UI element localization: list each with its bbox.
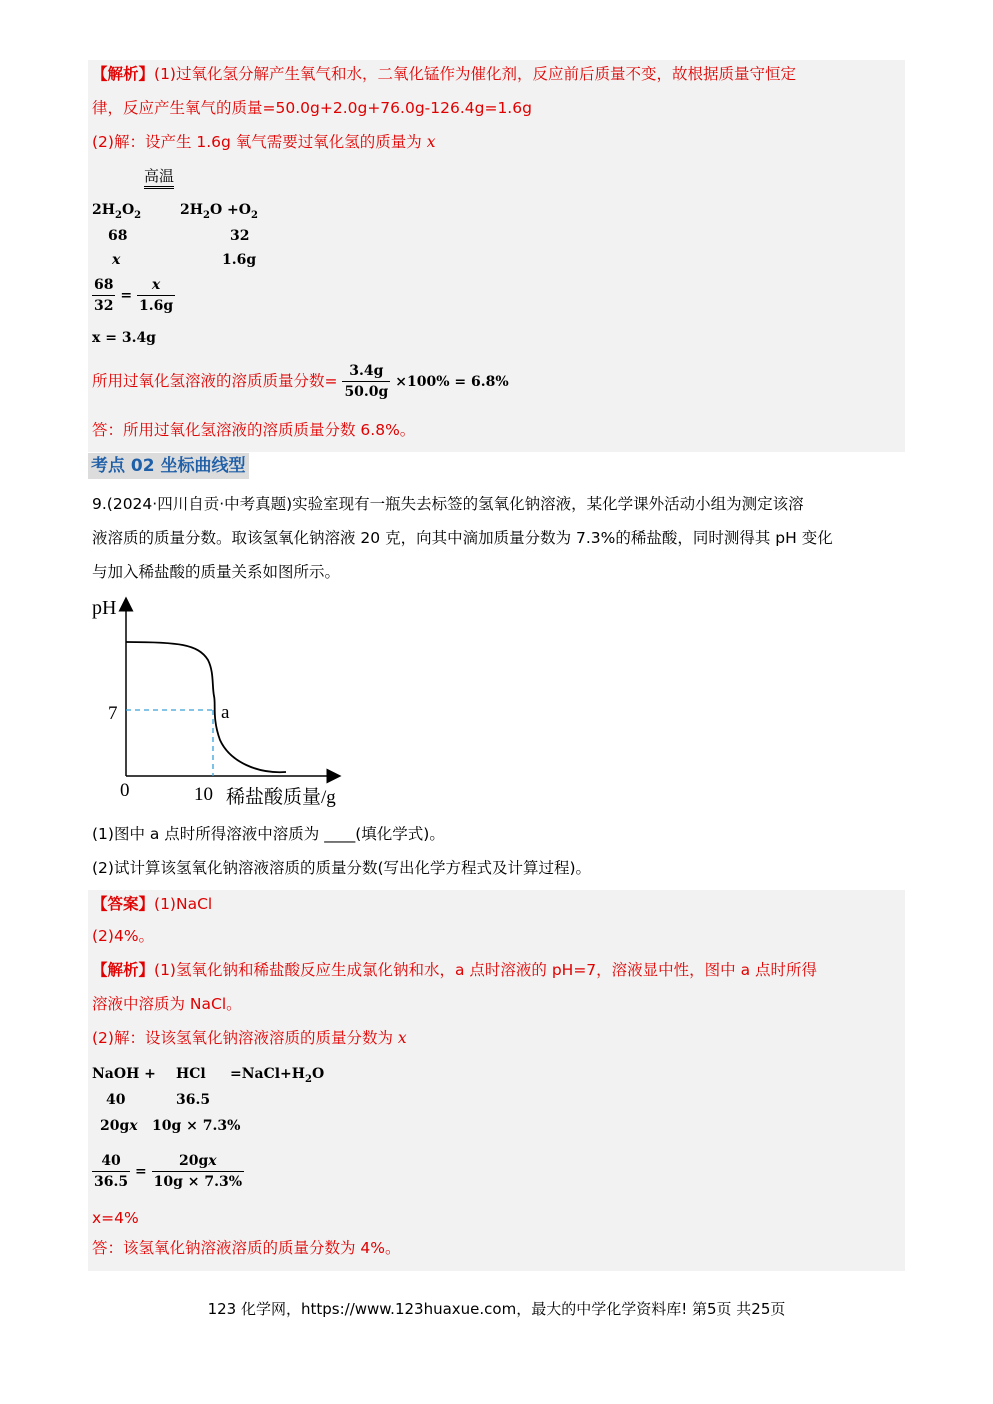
answer-tag: 【答案】 xyxy=(92,895,155,913)
analysis-line: 律，反应产生氧气的质量=50.0g+2.0g+76.0g-126.4g=1.6g xyxy=(92,99,532,117)
analysis-line: (1)氢氧化钠和稀盐酸反应生成氯化钠和水，a 点时溶液的 pH=7，溶液显中性，图中 a 点时所得 xyxy=(154,961,818,979)
mass-1: 20gx xyxy=(100,1118,138,1134)
equation-part-1: NaOH + xyxy=(92,1066,156,1082)
y-axis-label: pH xyxy=(92,597,117,619)
point-a-label: a xyxy=(221,702,230,723)
proportion: $\frac{68}{32}$ = $\frac{x}{1.6g}$ xyxy=(94,277,174,314)
analysis-tag: 【解析】 xyxy=(92,65,155,83)
molar-mass-1: 68 xyxy=(108,228,128,244)
ph-curve xyxy=(126,642,286,772)
answer-1: (1)NaCl xyxy=(154,895,213,913)
proportion: $\frac{40}{36.5}$ = $\frac{20gx}{10g \times 7.3\%}$ xyxy=(94,1153,243,1190)
question-text: 与加入稀盐酸的质量关系如图所示。 xyxy=(92,563,341,581)
question-text: 9.(2024·四川自贡·中考真题)实验室现有一瓶失去标签的氢氧化钠溶液，某化学课外活动小组为测定该溶 xyxy=(92,495,804,513)
equation-part-2: HCl xyxy=(176,1066,206,1082)
analysis-line: 溶液中溶质为 NaCl。 xyxy=(92,995,242,1013)
sub-question-1: (1)图中 a 点时所得溶液中溶质为 ____(填化学式)。 xyxy=(92,825,445,843)
chemical-equation-right: $2H_2O +O_2$ xyxy=(180,202,258,221)
mass-2: 10g × 7.3% xyxy=(152,1118,241,1134)
molar-mass-2: 32 xyxy=(230,228,250,244)
analysis-line: (1)过氧化氢分解产生氧气和水，二氧化锰作为催化剂，反应前后质量不变，故根据质量守恒定 xyxy=(154,65,796,83)
origin-label: 0 xyxy=(120,780,130,801)
answer-2: (2)4%。 xyxy=(92,927,155,945)
analysis-tag: 【解析】 xyxy=(92,961,155,979)
solution-setup: (2)解：设产生 1.6g 氧气需要过氧化氢的质量为 xyxy=(92,133,427,151)
solution-setup: (2)解：设该氢氧化钠溶液溶质的质量分数为 xyxy=(92,1029,398,1047)
question-text: 液溶质的质量分数。取该氢氧化钠溶液 20 克，向其中滴加质量分数为 7.3%的稀盐酸，同时测得其 pH 变化 xyxy=(92,529,833,547)
fraction: $\frac{3.4g}{50.0g}$ xyxy=(344,363,389,400)
solution-block-2 xyxy=(88,890,905,1271)
solution-block-1 xyxy=(88,60,905,452)
result-x: x=4% xyxy=(92,1209,139,1227)
x-axis-label: 稀盐酸质量/g xyxy=(226,787,336,808)
result-x: x = 3.4g xyxy=(92,330,156,346)
molar-mass-2: 36.5 xyxy=(176,1092,211,1108)
known-mass: 1.6g xyxy=(222,252,257,268)
equation-part-3: $=NaCl+H_2O$ xyxy=(230,1066,325,1085)
answer-line: 答：该氢氧化钠溶液溶质的质量分数为 4%。 xyxy=(92,1239,401,1257)
molar-mass-1: 40 xyxy=(106,1092,126,1108)
fraction-result: ×100% = 6.8% xyxy=(395,374,509,390)
unknown-mass: x xyxy=(112,252,121,268)
reaction-condition: 高温 xyxy=(144,167,174,189)
answer-line: 答：所用过氧化氢溶液的溶质质量分数 6.8%。 xyxy=(92,421,416,439)
section-heading: 考点 02 坐标曲线型 xyxy=(88,453,249,479)
sub-question-2: (2)试计算该氢氧化钠溶液溶质的质量分数(写出化学方程式及计算过程)。 xyxy=(92,859,592,877)
x-tick-10: 10 xyxy=(194,784,213,805)
fraction-label: 所用过氧化氢溶液的溶质质量分数= xyxy=(92,372,338,390)
ph-curve-chart xyxy=(88,590,378,815)
page-footer: 123 化学网，https://www.123huaxue.com，最大的中学化学资料库! 第5页 共25页 xyxy=(207,1300,786,1318)
chemical-equation-left: $2H_2O_2$ xyxy=(92,202,142,221)
y-tick-7: 7 xyxy=(108,703,118,724)
variable-x: x xyxy=(397,1029,407,1047)
variable-x: x xyxy=(426,133,436,151)
